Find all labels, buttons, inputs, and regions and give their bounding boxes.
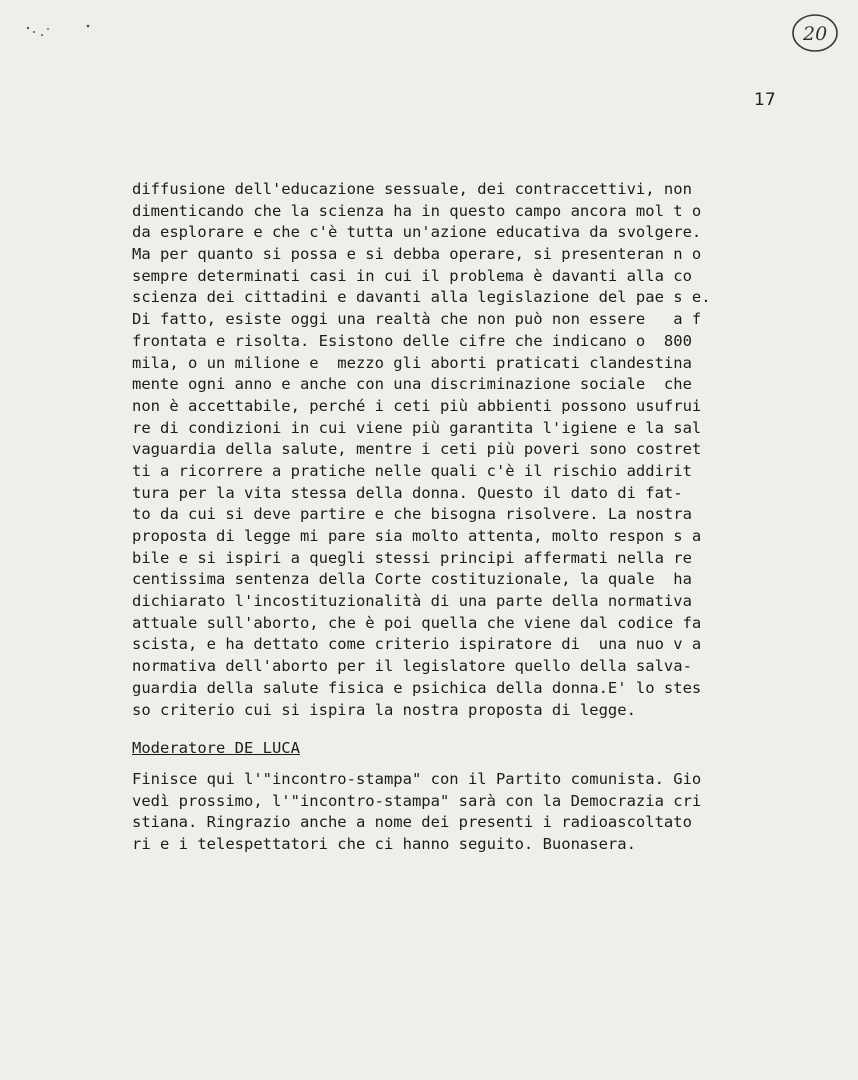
closing-line: stiana. Ringrazio anche a nome dei presenti i radioascoltato [132, 813, 692, 832]
body-line: scista, e ha dettato come criterio ispiratore di una nuo v a [132, 635, 702, 654]
body-line: ti a ricorrere a pratiche nelle quali c'è il rischio addirit [132, 461, 692, 480]
body-line: Di fatto, esiste oggi una realtà che non può non essere a f [132, 310, 702, 329]
body-line: mila, o un milione e mezzo gli aborti praticati clandestina [132, 353, 692, 372]
body-line: mente ogni anno e anche con una discriminazione sociale che [132, 375, 692, 394]
body-line: sempre determinati casi in cui il problema è davanti alla co [132, 266, 692, 285]
body-line: vaguardia della salute, mentre i ceti più poveri sono costret [132, 440, 702, 459]
body-line: frontata e risolta. Esistono delle cifre che indicano o 800 [132, 331, 692, 350]
closing-line: ri e i telespettatori che ci hanno seguito. Buonasera. [132, 835, 636, 854]
page-number: 17 [754, 90, 776, 110]
body-line: dimenticando che la scienza ha in questo campo ancora mol t o [132, 201, 702, 220]
body-line: proposta di legge mi pare sia molto attenta, molto respon s a [132, 527, 702, 545]
body-line: diffusione dell'educazione sessuale, dei contraccettivi, non [132, 180, 692, 198]
body-line: dichiarato l'incostituzionalità di una parte della normativa [132, 592, 692, 611]
body-line: Ma per quanto si possa e si debba operare, si presenteran n o [132, 245, 702, 264]
body-line: normativa dell'aborto per il legislatore quello della salva- [132, 657, 692, 676]
body-line: scienza dei cittadini e davanti alla legislazione del pae s e. [132, 288, 711, 307]
body-line: to da cui si deve partire e che bisogna risolvere. La nostra [132, 505, 692, 524]
body-text [132, 179, 792, 721]
ink-specks [22, 14, 102, 44]
body-line: centissima sentenza della Corte costituzionale, la quale ha [132, 570, 692, 589]
body-line: non è accettabile, perché i ceti più abbienti possono usufrui [132, 396, 702, 415]
body-line: tura per la vita stessa della donna. Questo il dato di fat- [132, 483, 683, 502]
body-line: re di condizioni in cui viene più garantita l'igiene e la sal [132, 418, 702, 437]
body-line: da esplorare e che c'è tutta un'azione educativa da svolgere. [132, 223, 702, 242]
closing-line: vedì prossimo, l'"incontro-stampa" sarà con la Democrazia cri [132, 791, 702, 810]
closing-line: Finisce qui l'"incontro-stampa" con il Partito comunista. Gio [132, 770, 702, 788]
body-line: so criterio cui si ispira la nostra proposta di legge. [132, 700, 636, 719]
body-line: attuale sull'aborto, che è poi quella che viene dal codice fa [132, 613, 702, 632]
closing-text [132, 769, 792, 856]
body-line: bile e si ispiri a quegli stessi principi affermati nella re [132, 548, 692, 567]
folio-number: 20 [803, 23, 828, 45]
folio-circle-mark [790, 12, 840, 54]
body-line: guardia della salute fisica e psichica della donna.E' lo stes [132, 678, 702, 697]
speaker-heading: Moderatore DE LUCA [132, 739, 300, 757]
